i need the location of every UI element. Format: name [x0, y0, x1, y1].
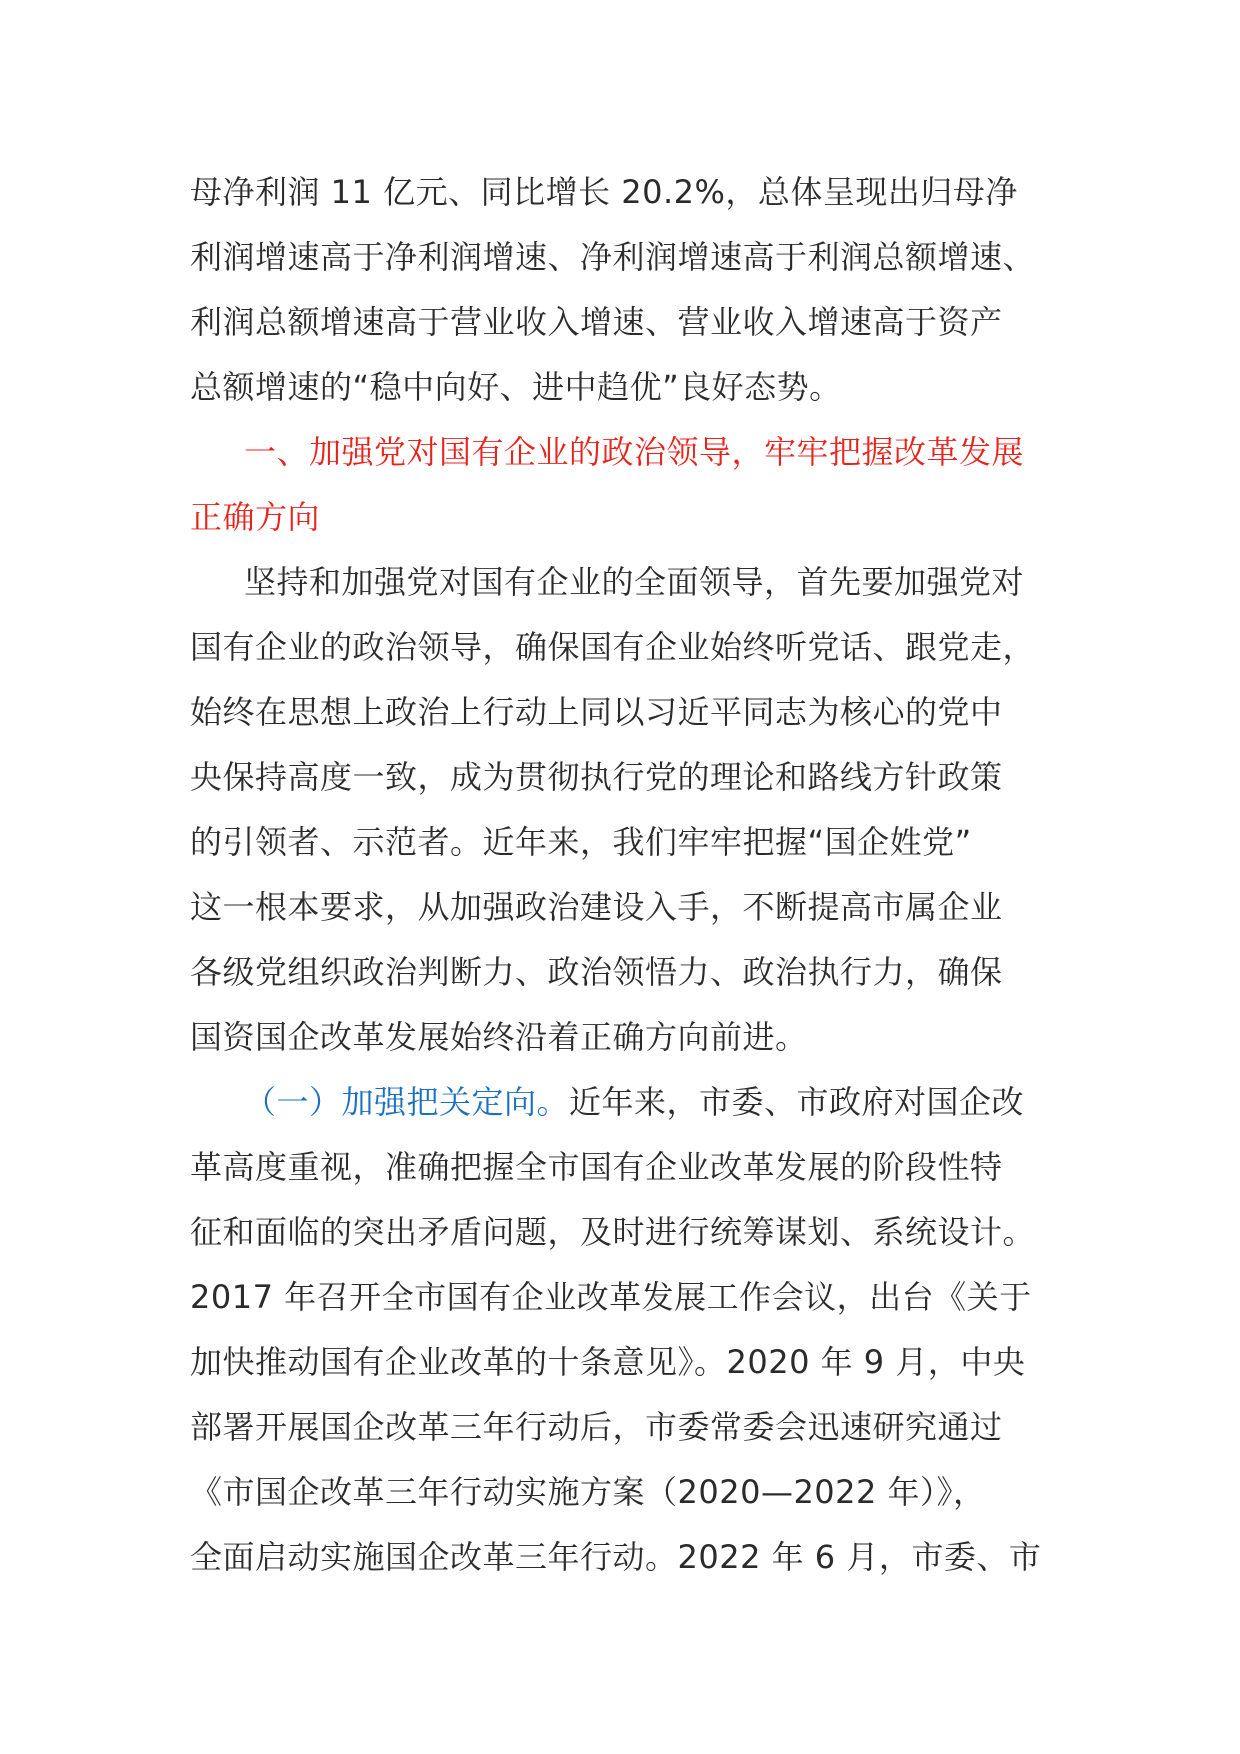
text-line: 全面启动实施国企改革三年行动。2022 年 6 月，市委、市 [190, 1538, 1042, 1576]
section-heading [190, 420, 1050, 550]
text-line: 部署开展国企改革三年行动后，市委常委会迅速研究通过 [190, 1408, 1003, 1446]
text-line: 的引领者、示范者。近年来，我们牢牢把握“国企姓党” [190, 823, 972, 861]
paragraph-2 [190, 1070, 1050, 1590]
sub-heading: （一）加强把关定向。 [244, 1083, 570, 1121]
text-line: 始终在思想上政治上行动上同以习近平同志为核心的党中 [190, 693, 1003, 731]
text-line: 加快推动国有企业改革的十条意见》。2020 年 9 月，中央 [190, 1343, 1026, 1381]
text-line: 这一根本要求，从加强政治建设入手，不断提高市属企业 [190, 888, 1003, 926]
text-line: 国有企业的政治领导，确保国有企业始终听党话、跟党走， [190, 628, 1036, 666]
text-line: 利润增速高于净利润增速、净利润增速高于利润总额增速、 [190, 238, 1036, 276]
heading-line: 正确方向 [190, 498, 321, 536]
intro-paragraph [190, 160, 1050, 420]
text-line: 革高度重视，准确把握全市国有企业改革发展的阶段性特 [190, 1148, 1003, 1186]
text-fragment: 近年来，市委、市政府对国企改 [569, 1083, 1025, 1121]
text-line: 总额增速的“稳中向好、进中趋优”良好态势。 [190, 368, 842, 406]
text-line: 各级党组织政治判断力、政治领悟力、政治执行力，确保 [190, 953, 1003, 991]
text-line: 征和面临的突出矛盾问题，及时进行统筹谋划、系统设计。 [190, 1213, 1036, 1251]
document-body [190, 160, 1050, 1590]
text-line-with-subheading [190, 1070, 1050, 1135]
text-line: 坚持和加强党对国有企业的全面领导，首先要加强党对 [244, 563, 1025, 601]
text-line: 央保持高度一致，成为贯彻执行党的理论和路线方针政策 [190, 758, 1003, 796]
heading-line: 一、加强党对国有企业的政治领导，牢牢把握改革发展 [244, 433, 1025, 471]
text-line: 《市国企改革三年行动实施方案（2020—2022 年）》， [190, 1473, 986, 1511]
text-line: 利润总额增速高于营业收入增速、营业收入增速高于资产 [190, 303, 1003, 341]
text-line: 母净利润 11 亿元、同比增长 20.2%，总体呈现出归母净 [190, 173, 1018, 211]
text-line: 2017 年召开全市国有企业改革发展工作会议，出台《关于 [190, 1278, 1032, 1316]
text-line: 国资国企改革发展始终沿着正确方向前进。 [190, 1018, 808, 1056]
paragraph-1 [190, 550, 1050, 1070]
